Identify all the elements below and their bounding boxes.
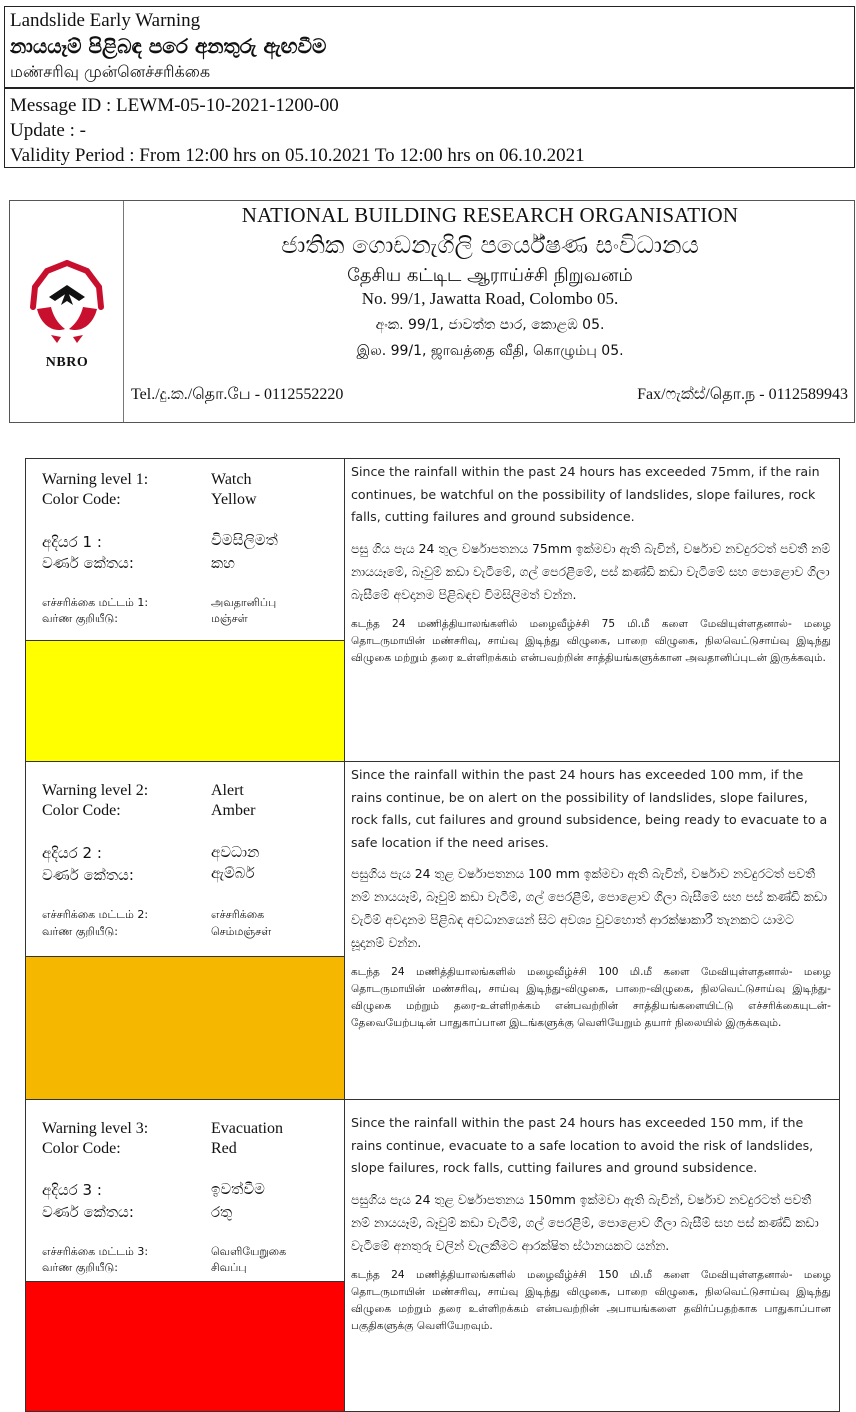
- level-2-text-sinhala: පසුගිය පැය 24 තුළ වර්ෂාපතනය 100 mm ඉක්මවා ඇති බැවින්, වර්ෂාව නවදුරටත් පවතී නම් නායයෑම්, බෑවුම් කඩා වැටීම්, ගල් පෙරළීම්, පොළොව ගිලා බැසීමේ සහ පස් කණ්ඩි කඩා වැටීම් අවදානම පිළිබඳ අවධානයෙන් සිට අවශ්‍ය වුවහොත් ආරක්ෂාකාරී තැනකට යාමට සූදානම් වන්න.: [351, 866, 828, 950]
- level-3-labels: [26, 1100, 345, 1411]
- level-1-info: [26, 459, 344, 641]
- level-3-text-english: Since the rainfall within the past 24 hours has exceeded 150 mm, if the rains continue, evacuate to a safe location to avoid the risk of landslides, slope failures, rock falls, cutting failures and ground subsidence.: [351, 1115, 814, 1175]
- level-1-si-label: අදියර 1 :: [42, 533, 102, 551]
- org-name-english: NATIONAL BUILDING RESEARCH ORGANISATION: [241, 203, 739, 227]
- alert-title-box: [4, 6, 855, 88]
- level-3-description: [345, 1100, 839, 1411]
- level-2-description: [345, 762, 839, 1099]
- level-1-text-sinhala: පසු ගිය පැය 24 තුල වර්ෂාපතනය 75mm ඉක්මවා ඇති බැවින්, වර්ෂාව නවදුරටත් පවතී නම් නායයෑමේ, බෑවුම් කඩා වැටීමේ, ගල් පෙරළීමේ, පස් කණ්ඩි කඩා වැටීමේ සහ පොළොව ගිලා බැසීමේ අවදානම පිළිබඳව විමසිලිමත් වන්න.: [351, 540, 831, 602]
- level-2-info: [26, 762, 344, 957]
- level-2-si-label: අදියර 2 :: [42, 844, 102, 862]
- level-3-text-tamil: கடந்த 24 மணித்தியாலங்களில் மழைவீழ்ச்சி 150 மி.மீ களை மேவியுள்ளதனால்- மழை தொடருமாயின் மண்சரிவு, சாய்வு இடிந்து விழுகை, பாறை விழுகை, நிலவெட்டுசாய்வு இடிந்து விழுகை மற்றும் தரை உள்ளிறக்கம் என்பவற்றின் அபாயங்களை தவிர்ப்பதற்காக பாதுகாப்பான பகுதிகளுக்கு வெளியேறவும்.: [351, 1268, 831, 1332]
- warning-levels-table: [25, 458, 840, 1412]
- level-2-si-color-label: වර්ණ කේතය:: [42, 866, 134, 884]
- level-3-color-value: Red: [211, 1140, 237, 1157]
- level-3-value: Evacuation: [211, 1120, 283, 1137]
- message-id: Message ID : LEWM-05-10-2021-1200-00: [10, 95, 339, 116]
- level-2-color-value: Amber: [211, 802, 256, 819]
- level-3-ta-color-value: சிவப்பு: [211, 1261, 247, 1274]
- level-1-value: Watch: [211, 471, 252, 488]
- level-1-ta-label: எச்சரிக்கை மட்டம் 1:: [42, 596, 149, 609]
- org-fax: Fax/ෆැක්ස්/தொ.ந - 0112589943: [637, 386, 848, 403]
- level-2-ta-color-label: வர்ண குறியீடு:: [42, 925, 118, 938]
- level-2-text-tamil: கடந்த 24 மணித்தியாலங்களில் மழைவீழ்ச்சி 100 மி.மீ களை மேவியுள்ளதனால்- மழை தொடருமாயின் மண்சரிவு, சாய்வு இடிந்து-விழுகை, பாறை-விழுகை, நிலவெட்டுசாய்வு இடிந்து-விழுகை மற்றும் தரை-உள்ளிறக்கம் என்பவற்றின் சாத்தியங்களையிட்டு எச்சரிக்கையுடன்- தேவையேற்படின் பாதுகாப்பான இடங்களுக்கு வெளியேறும் தயார் நிலையில் இருக்கவும்.: [351, 966, 831, 1029]
- level-1-color-swatch: [26, 641, 344, 761]
- level-1-ta-color-label: வர்ண குறியீடு:: [42, 612, 118, 625]
- level-2-label: Warning level 2:: [42, 782, 149, 799]
- level-3-si-value: ඉවත්වීම: [211, 1180, 265, 1198]
- warning-level-1-row: [26, 459, 839, 761]
- logo-caption: NBRO: [45, 355, 89, 370]
- level-3-si-color-label: වර්ණ කේතය:: [42, 1203, 134, 1221]
- level-1-text-english: Since the rainfall within the past 24 hours has exceeded 75mm, if the rain continues, be watchful on the possibility of landslides, slope failures, rock falls, cutting failures and ground subsidence.: [351, 464, 820, 524]
- level-1-si-value: විමසිලිමත්: [211, 531, 278, 549]
- level-3-color-swatch: [26, 1282, 344, 1411]
- level-1-color-value: Yellow: [211, 491, 257, 508]
- level-3-ta-label: எச்சரிக்கை மட்டம் 3:: [42, 1245, 149, 1258]
- level-2-si-value: අවධාන: [211, 843, 260, 861]
- level-2-ta-label: எச்சரிக்கை மட்டம் 2:: [42, 908, 149, 921]
- level-2-ta-value: எச்சரிக்கை: [211, 908, 265, 921]
- logo-column: [10, 201, 124, 422]
- level-1-si-color-value: කහ: [211, 554, 235, 572]
- title-english: Landslide Early Warning: [10, 10, 201, 31]
- nbro-logo-icon: [27, 259, 107, 345]
- org-name-tamil: தேசிய கட்டிட ஆராய்ச்சி நிறுவனம்: [347, 265, 633, 286]
- level-2-color-label: Color Code:: [42, 802, 121, 819]
- warning-level-3-row: [26, 1099, 839, 1411]
- org-name-sinhala: ජාතික ගොඩනැගිලි පර්යේෂණ සංවිධානය: [281, 231, 699, 259]
- level-3-text-sinhala: පසුගිය පැය 24 තුළ වර්ෂාපතනය 150mm ඉක්මවා ඇති බැවින්, වර්ෂාව නවදුරටත් පවතී නම් නායයෑම්, බෑවුම් කඩා වැටීම්, ගල් පෙරළීම්, පොළොව ගිලා බැසීම් සහ පස් කණ්ඩි කඩා වැටීමේ අනතුරු වලින් වැලකීමට ආරක්ෂිත ස්ථානයකට යන්න.: [351, 1191, 819, 1253]
- title-sinhala: නායයෑම් පිළිබඳ පරෙ අනතුරු ඇඟවීම: [10, 34, 327, 58]
- level-1-si-color-label: වර්ණ කේතය:: [42, 554, 134, 572]
- level-3-color-label: Color Code:: [42, 1140, 121, 1157]
- org-telephone: Tel./දු.ක./தொ.பே - 0112552220: [131, 386, 344, 403]
- warning-level-2-row: [26, 761, 839, 1099]
- message-update: Update : -: [10, 120, 86, 141]
- level-1-color-label: Color Code:: [42, 491, 121, 508]
- organisation-letterhead: [9, 200, 855, 423]
- level-1-description: [345, 459, 839, 761]
- level-2-text-english: Since the rainfall within the past 24 hours has exceeded 100 mm, if the rains continue, be on alert on the possibility of landslides, slope failures, rock falls, cut failures and ground subsidence, being ready to evacuate to a safe location if the need arises.: [351, 767, 828, 850]
- level-1-ta-value: அவதானிப்பு: [211, 596, 277, 609]
- level-3-label: Warning level 3:: [42, 1120, 149, 1137]
- level-3-ta-value: வெளியேறுகை: [211, 1245, 287, 1258]
- level-3-si-label: අදියර 3 :: [42, 1181, 102, 1199]
- level-2-color-swatch: [26, 957, 344, 1099]
- level-2-ta-color-value: செம்மஞ்சள்: [211, 925, 272, 938]
- org-address-english: No. 99/1, Jawatta Road, Colombo 05.: [361, 289, 619, 308]
- org-address-tamil: இல. 99/1, ஜாவத்தை வீதி, கொழும்பு 05.: [356, 343, 624, 359]
- level-2-labels: [26, 762, 345, 1099]
- level-2-si-color-value: ඇම්බර්: [211, 864, 255, 882]
- validity-period: Validity Period : From 12:00 hrs on 05.10.2021 To 12:00 hrs on 06.10.2021: [10, 145, 585, 166]
- level-1-labels: [26, 459, 345, 761]
- level-1-text-tamil: கடந்த 24 மணித்தியாலங்களில் மழைவீழ்ச்சி 75 மி.மீ களை மேவியுள்ளதனால்- மழை தொடருமாயின் மண்சரிவு, சாய்வு இடிந்து விழுகை, பாறை விழுகை, நிலவெட்டுசாய்வு இடிந்து விழுகை மற்றும் தரை உள்ளிறக்கம் என்பவற்றின் சாத்தியங்களுக்கான அவதானிப்புடன் இருக்கவும்.: [351, 617, 831, 664]
- message-info-box: [4, 88, 855, 168]
- level-3-info: [26, 1100, 344, 1282]
- level-2-value: Alert: [211, 782, 244, 799]
- level-1-label: Warning level 1:: [42, 471, 149, 488]
- level-1-ta-color-value: மஞ்சள்: [211, 612, 248, 625]
- title-tamil: மண்சரிவு முன்னெச்சரிக்கை: [10, 62, 211, 81]
- org-address-sinhala: අංක. 99/1, ජාවත්ත පාර, කොළඹ 05.: [375, 317, 605, 333]
- level-3-ta-color-label: வர்ண குறியீடு:: [42, 1261, 118, 1274]
- level-3-si-color-value: රතු: [211, 1203, 233, 1221]
